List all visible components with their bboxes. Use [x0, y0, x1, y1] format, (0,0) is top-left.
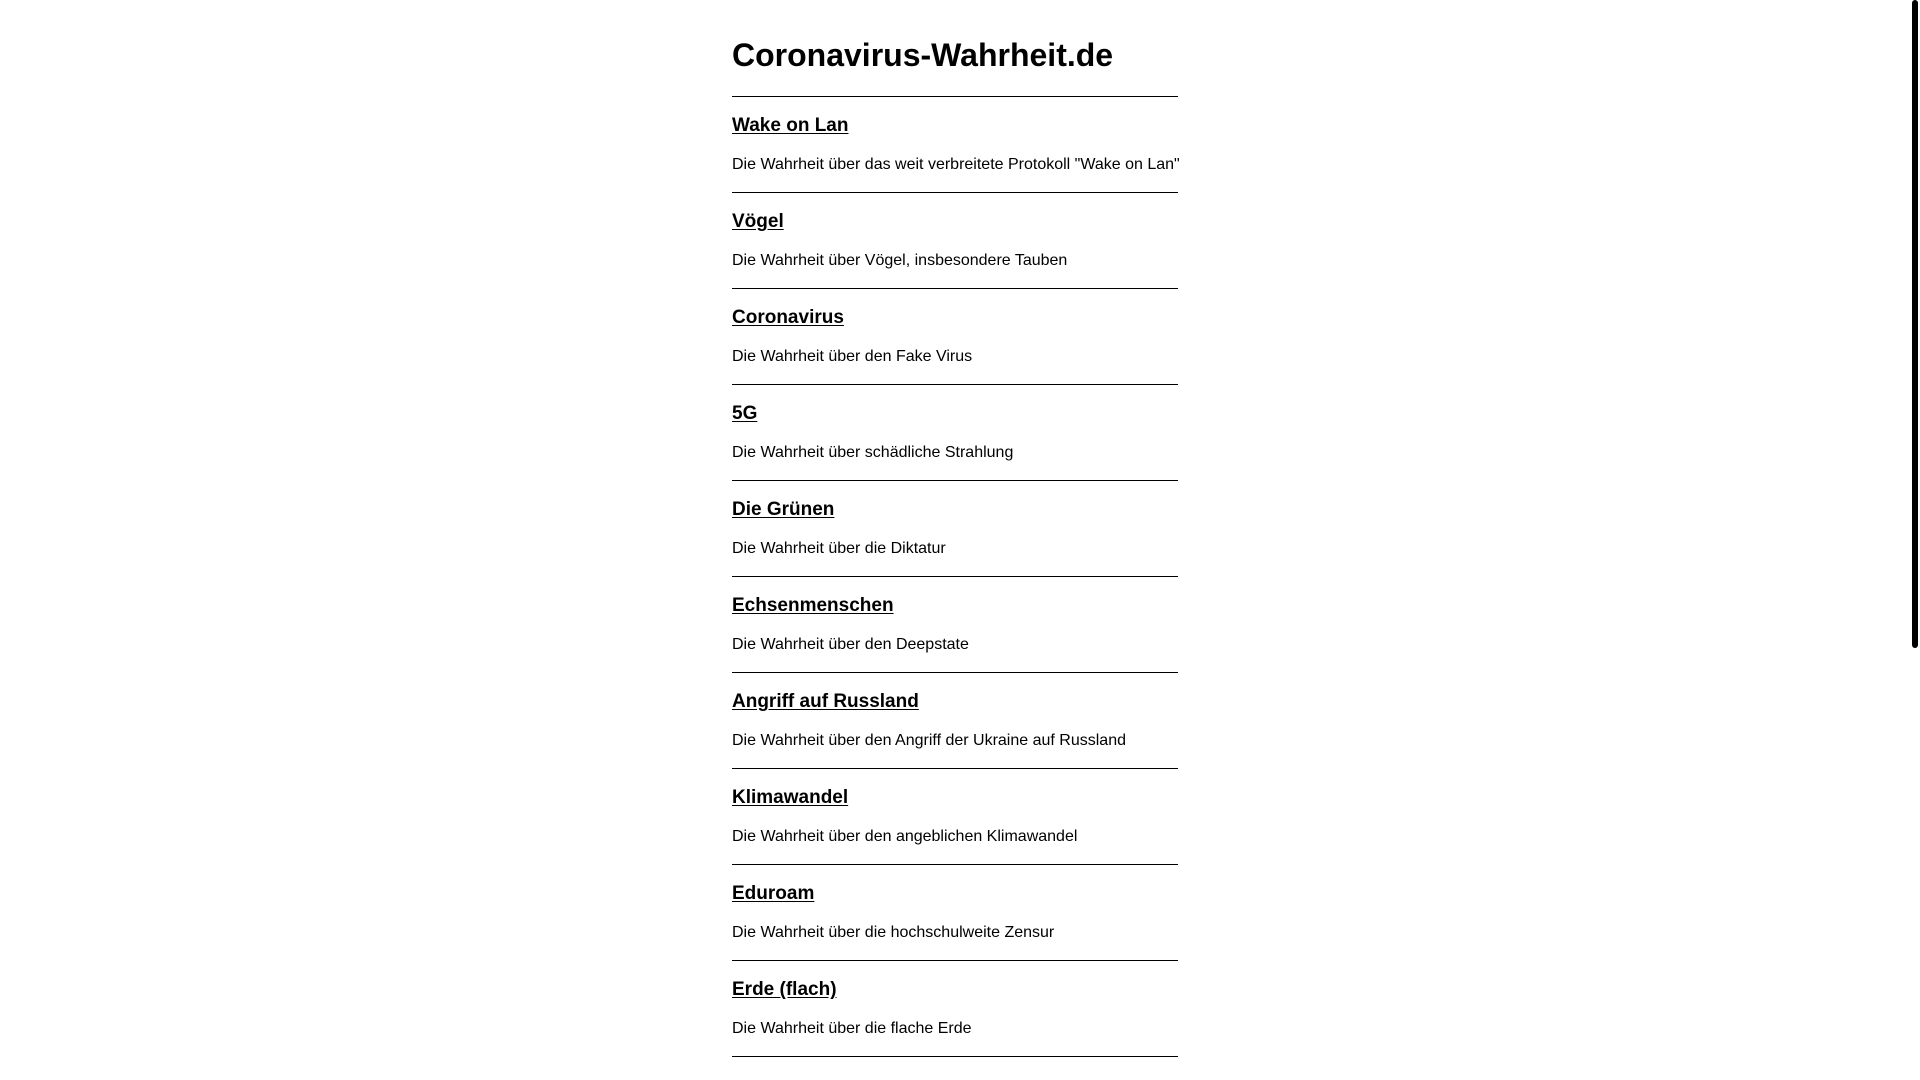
article-link-die-gruenen[interactable]: Die Grünen [732, 499, 835, 520]
article-entry-5g [732, 385, 1178, 481]
scrollbar-thumb[interactable] [1912, 0, 1918, 648]
main-content [732, 0, 1178, 1057]
article-link-klimawandel[interactable]: Klimawandel [732, 787, 849, 808]
article-description: Die Wahrheit über den Fake Virus [732, 348, 973, 365]
article-description: Die Wahrheit über den angeblichen Klimawandel [732, 828, 1078, 845]
article-description: Die Wahrheit über den Deepstate [732, 636, 969, 653]
site-title: Coronavirus-Wahrheit.de [732, 37, 1114, 73]
article-description: Die Wahrheit über Vögel, insbesondere Tauben [732, 252, 1068, 269]
article-entry-eduroam [732, 865, 1178, 961]
article-description: Die Wahrheit über den Angriff der Ukraine auf Russland [732, 732, 1126, 749]
article-link-erde-flach[interactable]: Erde (flach) [732, 979, 837, 1000]
article-entry-echsenmenschen [732, 577, 1178, 673]
article-description: Die Wahrheit über die Diktatur [732, 540, 946, 557]
article-entry-voegel [732, 193, 1178, 289]
article-description: Die Wahrheit über schädliche Strahlung [732, 444, 1014, 461]
article-link-angriff-auf-russland[interactable]: Angriff auf Russland [732, 691, 919, 712]
article-description: Die Wahrheit über das weit verbreitete Protokoll "Wake on Lan" [732, 156, 1180, 173]
article-link-5g[interactable]: 5G [732, 403, 758, 424]
article-entry-die-gruenen [732, 481, 1178, 577]
article-entry-wake-on-lan [732, 97, 1178, 193]
article-link-voegel[interactable]: Vögel [732, 211, 784, 232]
article-entry-klimawandel [732, 769, 1178, 865]
article-entry-erde-flach [732, 961, 1178, 1057]
article-description: Die Wahrheit über die flache Erde [732, 1020, 972, 1037]
article-description: Die Wahrheit über die hochschulweite Zensur [732, 924, 1055, 941]
article-link-coronavirus[interactable]: Coronavirus [732, 307, 844, 328]
article-link-eduroam[interactable]: Eduroam [732, 883, 815, 904]
vertical-scrollbar[interactable] [1911, 0, 1920, 1080]
article-entry-angriff-auf-russland [732, 673, 1178, 769]
article-link-echsenmenschen[interactable]: Echsenmenschen [732, 595, 894, 616]
article-link-wake-on-lan[interactable]: Wake on Lan [732, 115, 849, 136]
article-entry-coronavirus [732, 289, 1178, 385]
